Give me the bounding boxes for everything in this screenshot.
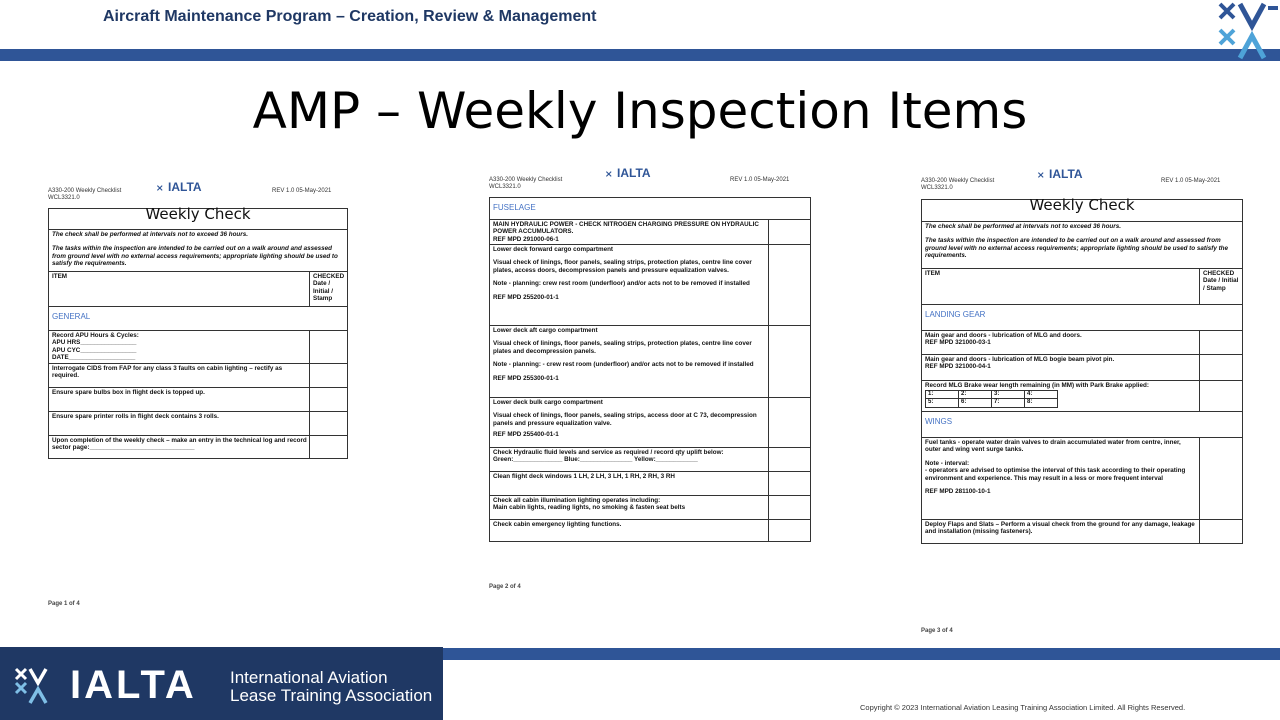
page1-table (48, 205, 348, 459)
page2-item4-text: Lower deck bulk cargo compartment (493, 399, 603, 406)
page2-section-fuselage: FUSELAGE (490, 198, 810, 220)
page3-intro2: The tasks within the inspection are intended to be carried out on a walk around and assessed from ground level with no external access requirements; appropriate lighting should be used to satisfy the requirements. (925, 237, 1229, 260)
page1-logo (156, 178, 202, 196)
page2-check-cell[interactable] (768, 326, 769, 397)
ialta-logo-icon (1216, 0, 1280, 62)
page2-item7 (490, 496, 810, 520)
page2-header-code: WCL3321.0 (489, 184, 521, 190)
page1-header-left: A330-200 Weekly Checklist (48, 188, 122, 194)
page2-item4-desc: Visual check of linings, floor panels, sealing strips, access door at C 73, decompression panels and pressure equalization valve. (493, 412, 757, 427)
page3-number: Page 3 of 4 (921, 628, 953, 634)
page2-check-cell[interactable] (768, 220, 769, 244)
page3-item4-note: Note - interval: (925, 459, 970, 467)
page3-section-wings: WINGS (922, 412, 1242, 438)
header-band (0, 49, 1280, 61)
page2-item3-text: Lower deck aft cargo compartment (493, 327, 598, 334)
page1-section-general: GENERAL (49, 307, 347, 331)
page1-number: Page 1 of 4 (48, 601, 80, 607)
page3-table (921, 196, 1243, 544)
page2-check-cell[interactable] (768, 496, 769, 519)
page2-item7-desc: Main cabin lights, reading lights, no smoking & fasten seat belts (493, 504, 686, 512)
page2-rev: REV 1.0 05-May-2021 (730, 177, 790, 183)
page1-col-header (49, 272, 347, 307)
page2-check-cell[interactable] (768, 398, 769, 447)
page1-logo-text: IALTA (168, 180, 202, 194)
footer-org-name (230, 669, 432, 705)
page3-rev: REV 1.0 05-May-2021 (1161, 178, 1221, 184)
page3-item1-text: Main gear and doors - lubrication of MLG and doors. (925, 332, 1082, 339)
page2-check-cell[interactable] (768, 472, 769, 495)
page3-item5 (922, 520, 1242, 543)
page1-check-cell[interactable] (309, 388, 310, 411)
page2-item4-ref: REF MPD 255400-01-1 (493, 431, 559, 439)
page1-item1a: APU HRS________________ (52, 339, 137, 347)
page1-check-cell[interactable] (309, 331, 310, 363)
page2-item3-ref: REF MPD 255300-01-1 (493, 374, 559, 382)
footer-logo-text: IALTA (70, 663, 197, 707)
page2-item8-text: Check cabin emergency lighting functions. (493, 521, 622, 528)
page3-intro1: The check shall be performed at intervals not to exceed 36 hours. (925, 223, 1121, 230)
page3-item2 (922, 355, 1242, 381)
page3-item1-ref: REF MPD 321000-03-1 (925, 339, 991, 347)
page2-number: Page 2 of 4 (489, 584, 521, 590)
brake-cell[interactable]: 2: (959, 391, 992, 399)
page2-item2-note: Note - planning: crew rest room (underfloor) and/or acts not to be removed if installed (493, 280, 750, 288)
page1-check-cell[interactable] (309, 364, 310, 387)
deck-header-title: Aircraft Maintenance Program – Creation, Review & Management (103, 8, 597, 25)
slide-title: AMP – Weekly Inspection Items (252, 82, 1028, 140)
page3-heading: Weekly Check (922, 200, 1242, 222)
page1-item4-text: Ensure spare printer rolls in flight deck contains 3 rolls. (52, 413, 219, 420)
page3-logo-text: IALTA (1049, 167, 1083, 181)
page3-item4-note-detail: - operators are advised to optimise the interval of this task according to their operating environment and experience. This may result in a less or more frequent interval (925, 467, 1186, 482)
page2-header-left: A330-200 Weekly Checklist (489, 177, 563, 183)
brake-wear-grid (925, 390, 1058, 408)
brake-cell[interactable]: 8: (1025, 399, 1058, 407)
page3-item3 (922, 381, 1242, 412)
page3-section-landing-gear: LANDING GEAR (922, 305, 1242, 331)
page3-check-cell[interactable] (1199, 381, 1200, 411)
page3-item5-text: Deploy Flaps and Slats – Perform a visual check from the ground for any damage, leakage and installation (missing fasteners). (925, 521, 1195, 536)
page1-item1c: DATE___________________ (52, 354, 136, 362)
page3-item2-text: Main gear and doors - lubrication of MLG bogie beam pivot pin. (925, 356, 1115, 363)
page2-item6 (490, 472, 810, 496)
page2-item2 (490, 245, 810, 326)
page2-check-cell[interactable] (768, 520, 769, 541)
page1-intro1: The check shall be performed at intervals not to exceed 36 hours. (52, 231, 248, 238)
page1-col-checked: CHECKED Date / Initial / Stamp (309, 272, 347, 306)
page1-heading: Weekly Check (49, 209, 347, 230)
brake-cell[interactable]: 6: (959, 399, 992, 407)
page2-item5-text: Check Hydraulic fluid levels and service as required / record qty uplift below: (493, 449, 724, 456)
ialta-mark-icon (14, 667, 58, 705)
page2-item1-text: MAIN HYDRAULIC POWER - CHECK NITROGEN CHARGING PRESSURE ON HYDRAULIC POWER ACCUMULATORS. (493, 221, 759, 236)
page2-item3-note: Note - planning: - crew rest room (underfloor) and/or acts not to be removed if installed (493, 361, 754, 369)
page1-check-cell[interactable] (309, 436, 310, 458)
page2-item5 (490, 448, 810, 472)
page1-item1-text: Record APU Hours & Cycles: (52, 332, 139, 339)
page2-logo (605, 164, 651, 182)
page3-item3-text: Record MLG Brake wear length remaining (in MM) with Park Brake applied: (925, 382, 1149, 389)
page3-item1 (922, 331, 1242, 355)
page3-item4-ref: REF MPD 281100-10-1 (925, 488, 991, 496)
footer-org-name1: International Aviation (230, 668, 388, 687)
brake-cell[interactable]: 3: (992, 391, 1025, 399)
page1-item5 (49, 436, 347, 458)
checklist-page-1 (46, 172, 351, 612)
page3-check-cell[interactable] (1199, 331, 1200, 354)
page3-intro (922, 222, 1242, 269)
page1-item3 (49, 388, 347, 412)
page3-header-code: WCL3321.0 (921, 185, 953, 191)
ialta-mark-icon: ⨯ (1037, 170, 1045, 180)
page2-item2-desc: Visual check of linings, floor panels, sealing strips, protection plates, centre line cover plates, access doors, decompression panels and pressure equalization valves. (493, 259, 752, 274)
page3-header-left: A330-200 Weekly Checklist (921, 178, 995, 184)
footer-org-name2: Lease Training Association (230, 686, 433, 705)
page2-item7-text: Check all cabin illumination lighting operates including: (493, 497, 661, 504)
page2-item2-ref: REF MPD 255200-01-1 (493, 293, 559, 301)
page2-item6-text: Clean flight deck windows 1 LH, 2 LH, 3 LH, 1 RH, 2 RH, 3 RH (493, 473, 675, 480)
page1-intro2: The tasks within the inspection are intended to be carried out on a walk around and assessed from ground level with no external access requirements; appropriate lighting should be used to satisfy the requirements. (52, 245, 338, 268)
page3-col-item: ITEM (925, 270, 941, 277)
page3-item4 (922, 438, 1242, 520)
page1-item4 (49, 412, 347, 436)
page2-check-cell[interactable] (768, 245, 769, 325)
page3-check-cell[interactable] (1199, 355, 1200, 380)
checklist-page-3 (919, 164, 1245, 640)
brake-cell[interactable]: 4: (1025, 391, 1058, 399)
page1-rev: REV 1.0 05-May-2021 (272, 188, 332, 194)
page1-item3-text: Ensure spare bulbs box in flight deck is topped up. (52, 389, 205, 396)
page1-item2-text: Interrogate CIDS from FAP for any class 3 faults on cabin lighting – rectify as required. (52, 365, 283, 380)
page3-check-cell[interactable] (1199, 438, 1200, 519)
page2-item3-desc: Visual check of linings, floor panels, sealing strips, protection plates, centre line cover plates and decompression panels. (493, 340, 752, 355)
page1-item5-text: Upon completion of the weekly check – make an entry in the technical log and record sector page:______________________________ (52, 437, 307, 452)
page2-logo-text: IALTA (617, 166, 651, 180)
brake-cell[interactable]: 1: (926, 391, 959, 399)
page1-item1b: APU CYC________________ (52, 346, 137, 354)
checklist-page-2 (487, 163, 813, 603)
page2-item4 (490, 398, 810, 448)
ialta-mark-icon: ⨯ (605, 169, 613, 179)
page2-item5-qty: Green:______________ Blue:_______________ Yellow:____________ (493, 456, 698, 464)
page1-intro (49, 230, 347, 272)
page2-item1-ref: REF MPD 291000-06-1 (493, 235, 559, 243)
footer-band (443, 648, 1280, 660)
page2-item2-text: Lower deck forward cargo compartment (493, 246, 614, 253)
page3-col-header (922, 269, 1242, 305)
page3-item4-text: Fuel tanks - operate water drain valves to drain accumulated water from centre, inner, outer and wing vent surge tanks. (925, 439, 1181, 454)
page1-col-item: ITEM (52, 273, 68, 280)
page3-item2-ref: REF MPD 321000-04-1 (925, 363, 991, 371)
ialta-mark-icon: ⨯ (156, 183, 164, 193)
page2-item1 (490, 220, 810, 245)
brake-cell[interactable]: 5: (926, 399, 959, 407)
page3-col-checked: CHECKED Date / Initial / Stamp (1199, 269, 1242, 304)
page1-item2 (49, 364, 347, 388)
page1-header-code: WCL3321.0 (48, 195, 80, 201)
page2-table (489, 197, 811, 542)
page2-check-cell[interactable] (768, 448, 769, 471)
page3-check-cell[interactable] (1199, 520, 1200, 543)
page2-item8 (490, 520, 810, 541)
page3-logo (1037, 165, 1083, 183)
copyright-text: Copyright © 2023 International Aviation Leasing Training Association Limited. All Rights Reserved. (860, 703, 1186, 712)
page2-item3 (490, 326, 810, 398)
page1-check-cell[interactable] (309, 412, 310, 435)
page1-item1 (49, 331, 347, 364)
brake-cell[interactable]: 7: (992, 399, 1025, 407)
